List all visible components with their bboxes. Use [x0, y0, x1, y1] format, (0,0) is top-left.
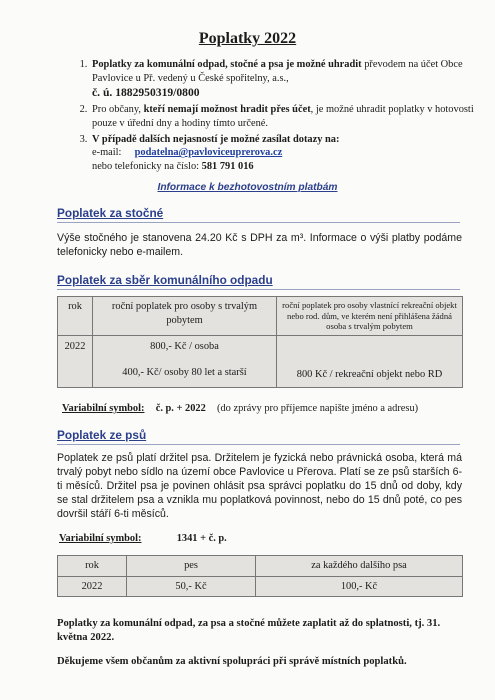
instructions-list — [72, 58, 480, 176]
fee-standard: 800,- Kč / osoba — [150, 341, 219, 353]
odpad-fee-table — [57, 296, 463, 388]
pes-text: Poplatek ze psů platí držitel psa. Držitelem je fyzická nebo právnická osoba, která má trvalý pobyt nebo sídlo na území obce Pavlovice u Přerova. Platí se ze psů starších 6-ti měsíců. Držitel psa je povinen ohlásit psa správci poplatku do 15 dnů od doby, kdy se stal držitelem psa a vznikla mu poplatková povinnost, nebo do 15 dnů poté, co pes dovršil stáří 6-ti měsíců. — [57, 452, 462, 521]
vs-note: (do zprávy pro příjemce napište jméno a adresu) — [217, 403, 419, 414]
stocne-heading: Poplatek za stočné — [57, 206, 164, 220]
item2-rest: , je možné uhradit poplatky v hotovosti pouze v úřední dny a hodiny tímto určené. — [92, 104, 474, 129]
pes-heading: Poplatek ze psů — [57, 428, 147, 442]
item1-bold: Poplatky za komunální odpad, stočné a psa je možné uhradit — [92, 59, 362, 70]
odpad-variable-symbol — [62, 402, 418, 416]
table-cell-recreation-fee: 800 Kč / rekreační objekt nebo RD — [277, 336, 463, 388]
table-header-year: rok — [58, 297, 93, 336]
pes-variable-symbol — [59, 532, 227, 546]
email-label: e-mail: — [92, 147, 122, 159]
deadline-note: Poplatky za komunální odpad, za psa a stočné můžete zaplatit až do splatnosti, tj. 31. května 2022. — [57, 618, 441, 643]
fee-senior: 400,- Kč/ osoby 80 let a starší — [122, 366, 247, 378]
account-number: č. ú. 1882950319/0800 — [92, 86, 200, 100]
page-title: Poplatky 2022 — [198, 30, 297, 47]
thanks-note: Děkujeme všem občanům za aktivní spolupráci při správě místních poplatků. — [57, 656, 407, 667]
table-header-dog: pes — [127, 556, 256, 577]
pes-fee-table — [57, 555, 463, 597]
table-header-extra-dog: za každého dalšího psa — [256, 556, 463, 577]
section-divider — [57, 222, 460, 223]
payment-info-link[interactable]: Informace k bezhotovostním platbám — [157, 182, 338, 193]
item2-pre: Pro občany, — [92, 104, 144, 116]
stocne-text: Výše stočného je stanovena 24.20 Kč s DPH za m³. Informace o výši platby podáme telefonicky nebo e-mailem. — [57, 232, 462, 259]
table-header-resident-fee: roční poplatek pro osoby s trvalým pobytem — [93, 297, 277, 336]
list-item — [90, 133, 480, 174]
vs-label: Variabilní symbol: — [59, 533, 142, 544]
section-divider — [57, 289, 460, 290]
item1-rest: převodem na účet Obce Pavlovice u Př. vedený u České spořitelny, a.s., — [92, 59, 463, 84]
email-link[interactable]: podatelna@pavloviceuprerova.cz — [134, 147, 283, 159]
item2-bold: kteří nemají možnost hradit přes účet — [143, 104, 311, 116]
table-cell-dog-fee: 50,- Kč — [127, 576, 256, 597]
odpad-heading: Poplatek za sběr komunálního odpadu — [57, 273, 273, 287]
phone-number: 581 791 016 — [201, 161, 254, 173]
table-cell-resident-fee — [93, 336, 277, 388]
table-cell-year: 2022 — [58, 576, 127, 597]
table-cell-extra-dog-fee: 100,- Kč — [256, 576, 463, 597]
item3-bold: V případě dalších nejasností je možné zasílat dotazy na: — [92, 133, 340, 145]
table-header-recreation-fee: roční poplatek pro osoby vlastnící rekreační objekt nebo rod. dům, ve kterém není přihlášena žádná osoba s trvalým pobytem — [277, 297, 463, 336]
vs-value: č. p. + 2022 — [155, 403, 206, 414]
phone-label: nebo telefonicky na číslo: — [92, 161, 202, 173]
table-header-year: rok — [58, 556, 127, 577]
table-cell-year: 2022 — [58, 336, 93, 388]
section-divider — [57, 444, 460, 445]
vs-label: Variabilní symbol: — [62, 403, 145, 414]
vs-value: 1341 + č. p. — [176, 533, 227, 544]
list-item — [90, 103, 480, 130]
list-item — [90, 58, 480, 101]
